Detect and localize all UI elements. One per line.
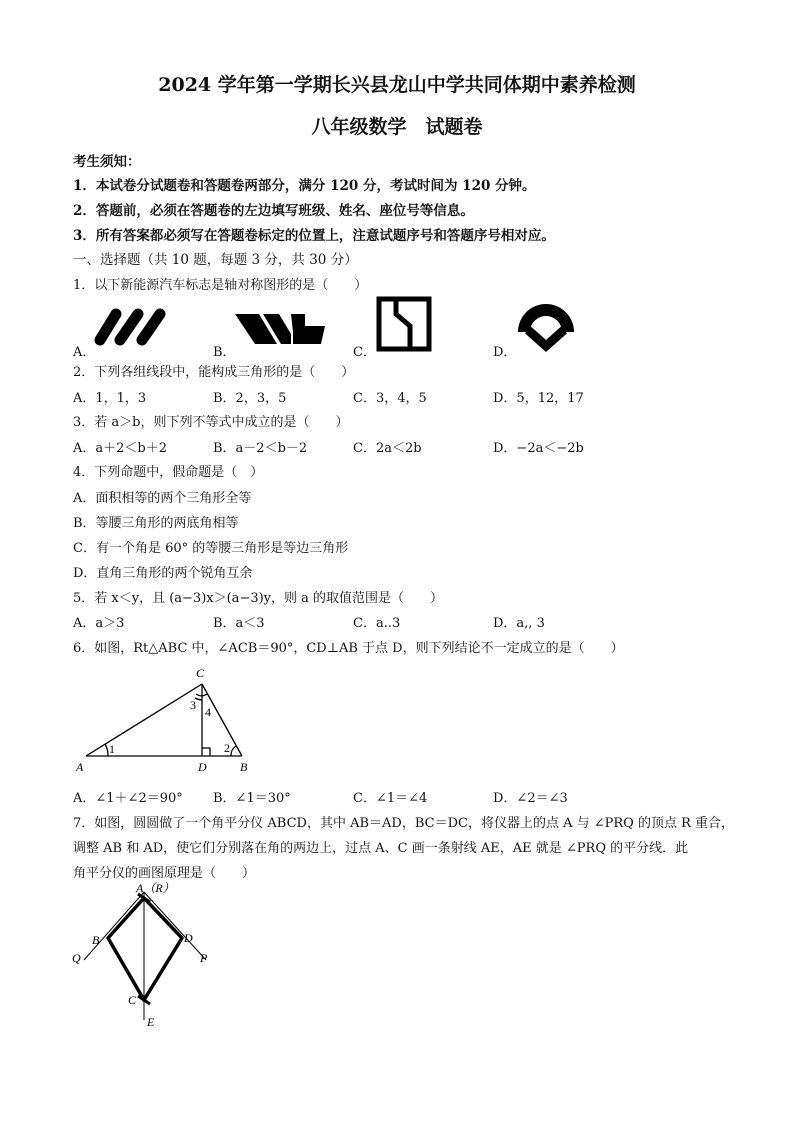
q4-option-a: A．面积相等的两个三角形全等 <box>73 491 252 506</box>
q6-label-a: A <box>76 760 84 774</box>
q2-option-b: B．2，3，5 <box>213 391 287 406</box>
page-subtitle: 八年级数学 试题卷 <box>311 116 483 138</box>
q7-label-p: P <box>200 951 208 965</box>
q7-label-q: Q <box>72 951 81 965</box>
q6-angle-1: 1 <box>109 742 115 756</box>
q3-option-b: B．a－2＜b－2 <box>213 441 308 456</box>
q6-option-d: D．∠2＝∠3 <box>493 791 568 806</box>
notice-item-1: 1．本试卷分试题卷和答题卷两部分，满分 120 分，考试时间为 120 分钟。 <box>73 178 536 194</box>
q3-option-a: A．a＋2＜b＋2 <box>73 441 168 456</box>
q5-option-b: B．a＜3 <box>213 616 265 631</box>
q6-angle-3: 3 <box>190 698 196 712</box>
q1-option-d: D． <box>493 345 517 360</box>
q5-option-a: A．a＞3 <box>73 616 125 631</box>
q3-option-d: D．−2a＜−2b <box>493 441 584 456</box>
notice-heading: 考生须知： <box>73 154 141 170</box>
q1-option-a: A． <box>73 345 96 360</box>
q2-stem: 2．下列各组线段中，能构成三角形的是（ ） <box>73 365 355 380</box>
q7-label-d: D <box>184 931 193 945</box>
q2-option-c: C．3，4，5 <box>353 391 427 406</box>
q5-option-c: C．a..3 <box>353 616 401 631</box>
q6-option-b: B．∠1＝30° <box>213 791 291 806</box>
q7-line-2: 调整 AB 和 AD，使它们分别落在角的两边上，过点 A、C 画一条射线 AE，AE 就是 ∠PRQ 的平分线．此 <box>73 841 689 856</box>
q6-option-a: A．∠1＋∠2＝90° <box>73 791 183 806</box>
q6-label-d: D <box>198 760 207 774</box>
q7-angle-bisector-figure <box>70 880 220 1032</box>
logo-a-stripes-icon <box>92 306 172 348</box>
q5-option-d: D．a,, 3 <box>493 616 545 631</box>
page-title: 2024 学年第一学期长兴县龙山中学共同体期中素养检测 <box>158 74 636 96</box>
q7-label-c: C <box>128 993 137 1007</box>
q7-line-1: 7．如图，圆圆做了一个角平分仪 ABCD，其中 AB＝AD，BC＝DC，将仪器上的点 A 与 ∠PRQ 的顶点 R 重合， <box>73 816 735 831</box>
q1-option-b: B． <box>213 345 236 360</box>
q7-label-e: E <box>147 1015 155 1029</box>
q6-triangle-figure <box>72 664 262 776</box>
q4-option-d: D．直角三角形的两个锐角互余 <box>73 566 253 581</box>
q6-stem: 6．如图，Rt△ABC 中，∠ACB＝90°，CD⊥AB 于点 D，则下列结论不一定成立的是（ ） <box>73 641 624 656</box>
q3-stem: 3．若 a＞b，则下列不等式中成立的是（ ） <box>73 415 349 430</box>
q4-stem: 4．下列命题中，假命题是（ ） <box>73 465 264 480</box>
q6-label-c: C <box>196 666 205 680</box>
notice-item-2: 2．答题前，必须在答题卷的左边填写班级、姓名、座位号等信息。 <box>73 203 474 219</box>
q1-option-c: C． <box>353 345 376 360</box>
notice-item-3: 3．所有答案都必须写在答题卷标定的位置上，注意试题序号和答题序号相对应。 <box>73 228 555 244</box>
q6-label-b: B <box>240 760 248 774</box>
q5-stem: 5．若 x＜y，且 (a−3)x＞(a−3)y，则 a 的取值范围是（ ） <box>73 591 444 606</box>
q4-option-c: C．有一个角是 60° 的等腰三角形是等边三角形 <box>73 541 349 556</box>
q7-label-ar: A（R） <box>136 881 175 895</box>
q4-option-b: B．等腰三角形的两底角相等 <box>73 516 239 531</box>
q1-stem: 1．以下新能源汽车标志是轴对称图形的是（ ） <box>73 278 368 293</box>
q6-angle-4: 4 <box>205 705 211 719</box>
q7-line-3: 角平分仪的画图原理是（ ） <box>73 866 256 881</box>
q7-label-b: B <box>92 933 100 947</box>
logo-b-block-icon <box>233 310 328 350</box>
logo-d-arch-icon <box>514 296 578 354</box>
q6-angle-2: 2 <box>224 741 230 755</box>
q3-option-c: C．2a＜2b <box>353 441 422 456</box>
q2-option-a: A．1，1，3 <box>73 391 147 406</box>
section-heading: 一、选择题（共 10 题，每题 3 分，共 30 分） <box>73 252 358 268</box>
q2-option-d: D．5，12，17 <box>493 391 584 406</box>
logo-c-square-icon <box>376 296 432 352</box>
q6-option-c: C．∠1＝∠4 <box>353 791 428 806</box>
